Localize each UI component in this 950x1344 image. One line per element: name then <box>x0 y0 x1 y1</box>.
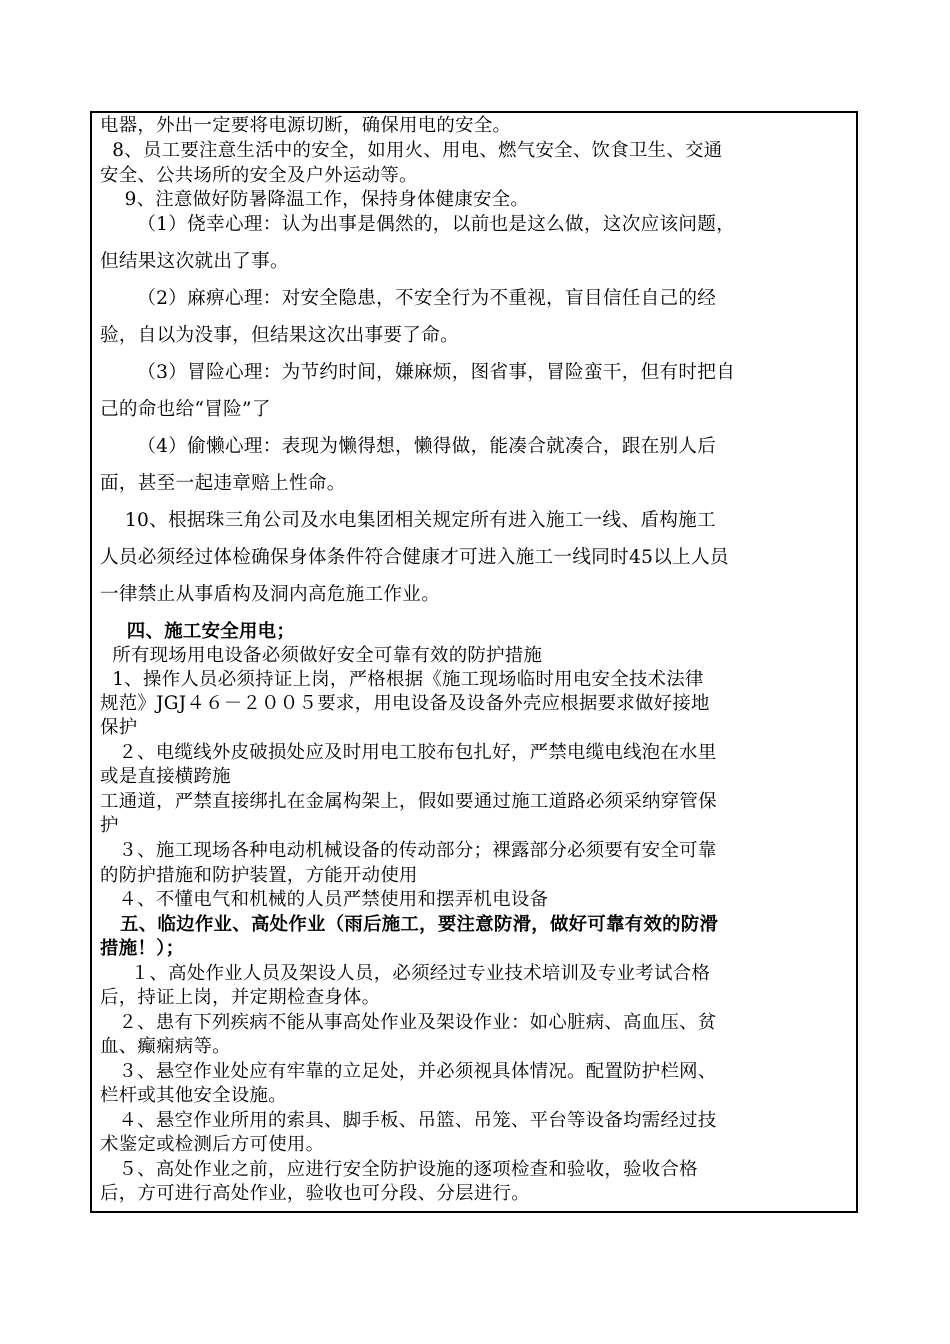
text-line: 的防护措施和防护装置，方能开动使用 <box>100 865 418 886</box>
text-line: 9、注意做好防暑降温工作，保持身体健康安全。 <box>100 189 530 210</box>
text-line: 面，甚至一起违章赔上性命。 <box>100 473 346 494</box>
text-line: ４、悬空作业所用的索具、脚手板、吊篮、吊笼、平台等设备均需经过技 <box>100 1110 717 1131</box>
text-line: 1、操作人员必须持证上岗，严格根据《施工现场临时用电安全技术法律 <box>100 669 704 690</box>
text-line: 电器，外出一定要将电源切断，确保用电的安全。 <box>100 115 512 136</box>
text-line: ２、患有下列疾病不能从事高处作业及架设作业：如心脏病、高血压、贫 <box>100 1012 717 1033</box>
text-line: 五、临边作业、高处作业（雨后施工，要注意防滑，做好可靠有效的防滑 <box>100 914 719 935</box>
text-line: 后，持证上岗，并定期检查身体。 <box>100 987 381 1008</box>
text-line: 人员必须经过体检确保身体条件符合健康才可进入施工一线同时45以上人员 <box>100 547 729 568</box>
text-line: （4）偷懒心理：表现为懒得想，懒得做，能凑合就凑合，跟在别人后 <box>100 436 717 457</box>
text-line: 8、员工要注意生活中的安全，如用火、用电、燃气安全、饮食卫生、交通 <box>100 140 723 161</box>
text-line: （2）麻痹心理：对安全隐患，不安全行为不重视，盲目信任自己的经 <box>100 288 717 309</box>
text-line: 10、根据珠三角公司及水电集团相关规定所有进入施工一线、盾构施工 <box>100 510 716 531</box>
text-line: 栏杆或其他安全设施。 <box>100 1085 287 1106</box>
text-line: 工通道，严禁直接绑扎在金属构架上，假如要通过施工道路必须采纳穿管保 <box>100 791 717 812</box>
text-line: 措施！）； <box>100 938 185 959</box>
text-line: ２、电缆线外皮破损处应及时用电工胶布包扎好，严禁电缆电线泡在水里 <box>100 742 717 763</box>
text-line: ５、高处作业之前，应进行安全防护设施的逐项检查和验收，验收合格 <box>100 1159 698 1180</box>
text-line: 血、癫痫病等。 <box>100 1036 231 1057</box>
text-line: （1）侥幸心理：认为出事是偶然的，以前也是这么做，这次应该问题， <box>100 214 736 235</box>
text-line: 四、施工安全用电； <box>100 621 296 642</box>
text-line: 规范》JGJ４６－２００５要求，用电设备及设备外壳应根据要求做好接地 <box>100 693 710 714</box>
text-line: 术鉴定或检测后方可使用。 <box>100 1134 325 1155</box>
text-line: 安全、公共场所的安全及户外运动等。 <box>100 165 418 186</box>
text-line: ３、施工现场各种电动机械设备的传动部分；裸露部分必须要有安全可靠 <box>100 840 717 861</box>
text-line: 或是直接横跨施 <box>100 766 231 787</box>
text-line: １、高处作业人员及架设人员，必须经过专业技术培训及专业考试合格 <box>100 963 711 984</box>
text-line: 保护 <box>100 717 138 738</box>
text-line: ４、不懂电气和机械的人员严禁使用和摆弄机电设备 <box>100 889 549 910</box>
text-line: 但结果这次就出了事。 <box>100 251 289 272</box>
text-line: 一律禁止从事盾构及洞内高危施工作业。 <box>100 584 441 605</box>
text-line: ３、悬空作业处应有牢靠的立足处，并必须视具体情况。配置防护栏网、 <box>100 1061 717 1082</box>
text-line: 验，自以为没事，但结果这次出事要了命。 <box>100 325 459 346</box>
text-line: （3）冒险心理：为节约时间，嫌麻烦，图省事，冒险蛮干，但有时把自 <box>100 362 736 383</box>
text-line: 护 <box>100 815 119 836</box>
text-line: 己的命也给“冒险”了 <box>100 399 271 420</box>
text-line: 后，方可进行高处作业，验收也可分段、分层进行。 <box>100 1183 530 1204</box>
text-line: 所有现场用电设备必须做好安全可靠有效的防护措施 <box>100 645 543 666</box>
